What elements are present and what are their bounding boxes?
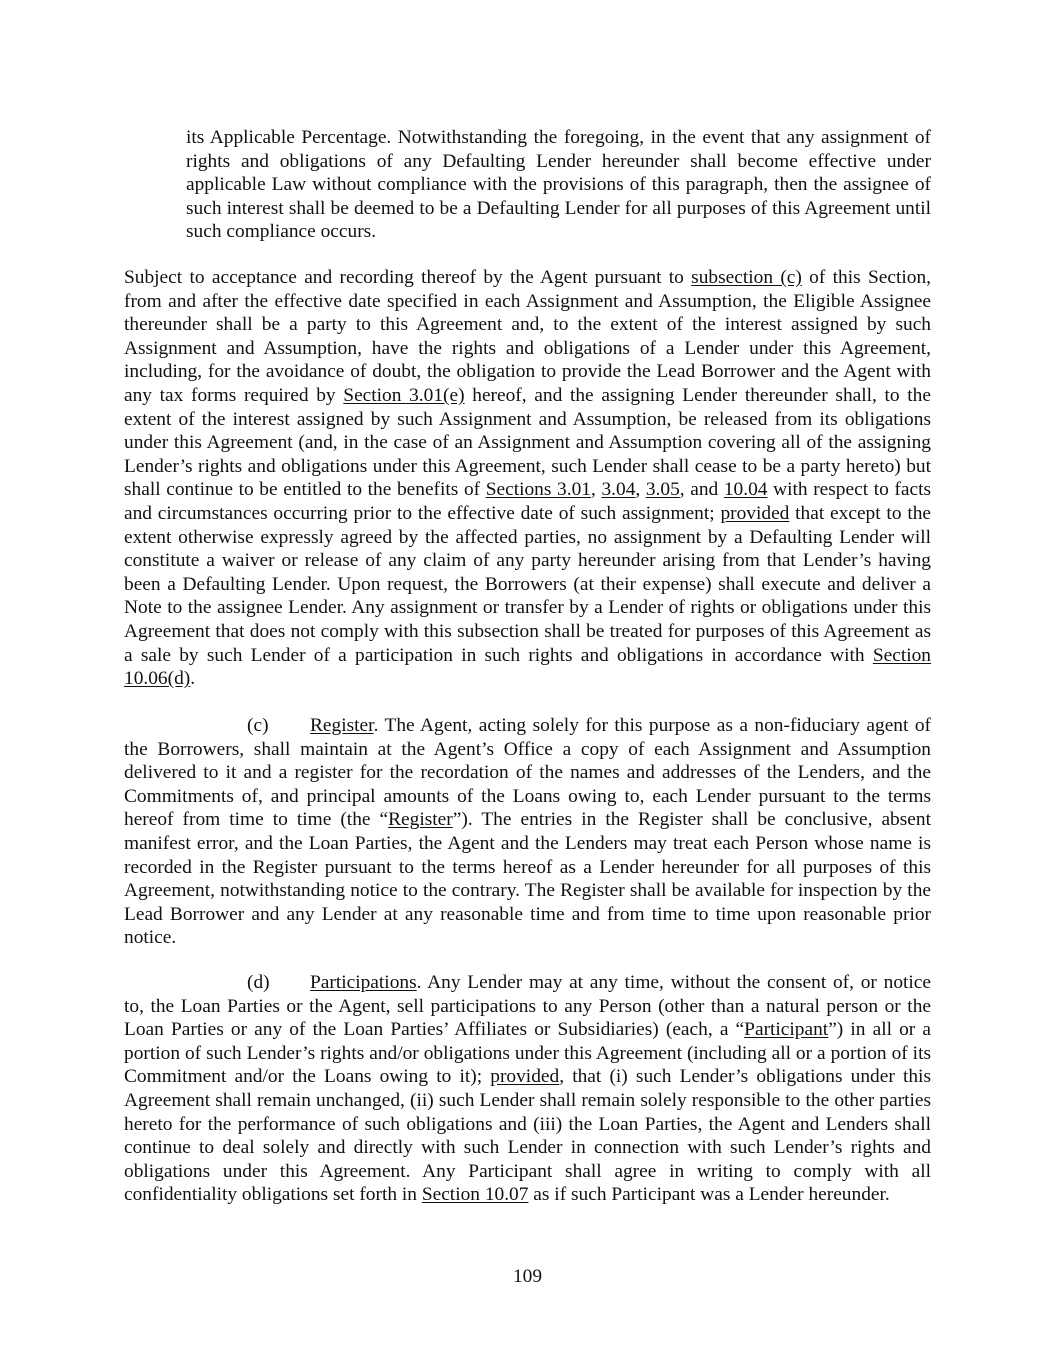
section-heading-register: Register: [310, 715, 374, 736]
defined-term-register: Register: [388, 809, 453, 831]
paragraph-intro-text: its Applicable Percentage. Notwithstanding the foregoing, in the event that any assignment of rights and obligations of any Defaulting Lender hereunder shall become effective under applicable Law without compliance with the provisions of this paragraph, then the assignee of such interest shall be deemed to be a Defaulting Lender for all purposes of this Agreement until such compliance occurs.: [186, 127, 931, 243]
section-label-d: (d): [247, 972, 270, 993]
cross-reference-section-10-07: Section 10.07: [421, 1184, 529, 1206]
cross-reference-section-10-06d: Section 10.06(d): [124, 644, 931, 690]
provided-term: provided: [490, 1066, 560, 1088]
cross-reference-3-04: 3.04: [601, 479, 636, 501]
text-run: as if such Participant was a Lender hereunder.: [528, 1184, 890, 1206]
provided-term: provided: [720, 502, 790, 524]
paragraph-intro: [186, 126, 931, 244]
section-heading-participations: Participations: [310, 972, 417, 993]
paragraph-assignment-effect: [124, 266, 931, 691]
section-label-c: (c): [247, 715, 269, 736]
paragraph-register: [124, 714, 931, 950]
separator: ,: [590, 479, 602, 501]
cross-reference-3-05: 3.05: [645, 479, 680, 501]
text-run: , that (i) such Lender’s obligations under this Agreement shall remain unchanged, (ii) such Lender shall remain solely responsible to the other parties hereto for the performance of such obligations and (iii) the Loan Parties, the Agent and Lenders shall continue to deal solely and directly with such Lender in connection with such Lender’s rights and obligations under this Agreement. Any Participant shall agree in writing to comply with all confidentiality obligations set forth in: [124, 1066, 931, 1206]
text-run: .: [190, 668, 196, 690]
page-number: 109: [512, 1266, 543, 1287]
text-run: of this Section, from and after the effective date specified in each Assignment and Assumption, the Eligible Assignee thereunder shall be a party to this Agreement and, to the extent of the interest assigned by such Assignment and Assumption, have the rights and obligations of a Lender under this Agreement, including, for the avoidance of doubt, the obligation to provide the Lead Borrower and the Agent with any tax forms required by: [124, 267, 931, 406]
separator: ,: [635, 479, 646, 501]
cross-reference-section-3-01e: Section 3.01(e): [343, 384, 465, 406]
cross-reference-subsection-c: subsection (c): [691, 267, 802, 288]
text-run: that except to the extent otherwise expressly agreed by the affected parties, no assignment by a Defaulting Lender will constitute a waiver or release of any claim of any party hereunder arising from that Lender’s having been a Defaulting Lender. Upon request, the Borrowers (at their expense) shall execute and deliver a Note to the assignee Lender. Any assignment or transfer by a Lender of rights or obligations under this Agreement that does not comply with this subsection shall be treated for purposes of this Agreement as a sale by such Lender of a participation in such rights and obligations in accordance with: [124, 502, 932, 666]
text-run: with respect to facts and circumstances occurring prior to the effective date of such assignment;: [124, 479, 931, 524]
text-run: ”) in all or a portion of such Lender’s rights and/or obligations under this Agreement (including all or a portion of its Commitment and/or the Loans owing to it);: [124, 1019, 931, 1088]
text-run: . Any Lender may at any time, without the consent of, or notice to, the Loan Parties or the Agent, sell participations to any Person (other than a natural person or the Loan Parties or any of the Loan Parties’ Affiliates or Subsidiaries) (each, a “: [124, 972, 931, 1041]
defined-term-participant: Participant: [744, 1019, 829, 1041]
text-run: ”). The entries in the Register shall be conclusive, absent manifest error, and the Loan Parties, the Agent and the Lenders may treat each Person whose name is recorded in the Register pursuant to the terms hereof as a Lender hereunder for all purposes of this Agreement, notwithstanding notice to the contrary. The Register shall be available for inspection by the Lead Borrower and any Lender at any reasonable time and from time to time upon reasonable prior notice.: [124, 809, 931, 949]
text-run: . The Agent, acting solely for this purpose as a non-fiduciary agent of the Borrowers, shall maintain at the Agent’s Office a copy of each Assignment and Assumption delivered to it and a register for the recordation of the names and addresses of the Lenders, and the Commitments of, and principal amounts of the Loans owing to, each Lender pursuant to the terms hereof from time to time (the “: [124, 715, 931, 831]
paragraph-participations: [124, 971, 931, 1207]
text-run: Subject to acceptance and recording thereof by the Agent pursuant to: [124, 267, 692, 288]
separator: , and: [679, 479, 724, 501]
cross-reference-10-04: 10.04: [723, 479, 768, 501]
text-run: hereof, and the assigning Lender thereunder shall, to the extent of the interest assigned by such Assignment and Assumption, be released from its obligations under this Agreement (and, in the case of an Assignment and Assumption covering all of the assigning Lender’s rights and obligations under this Agreement, such Lender shall cease to be a party hereto) but shall continue to be entitled to the benefits of: [124, 384, 931, 501]
cross-reference-sections-3-01: Sections 3.01: [485, 479, 591, 501]
